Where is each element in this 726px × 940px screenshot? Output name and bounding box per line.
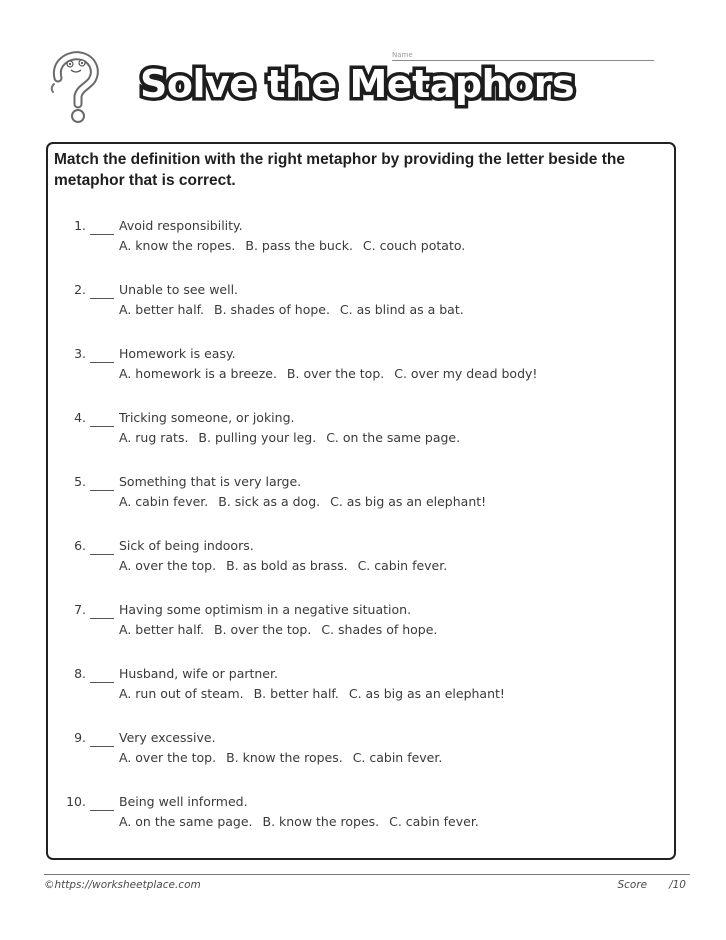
question-options xyxy=(119,238,465,253)
question-definition: Homework is easy. xyxy=(119,346,236,361)
question-definition: Tricking someone, or joking. xyxy=(119,410,295,425)
footer-divider xyxy=(44,874,690,875)
worksheet-box xyxy=(46,142,676,860)
question-item xyxy=(48,346,668,396)
question-options xyxy=(119,494,486,509)
option-c: C. cabin fever. xyxy=(357,558,448,573)
question-definition: Unable to see well. xyxy=(119,282,239,297)
footer-copyright-url: ©https://worksheetplace.com xyxy=(44,879,201,891)
answer-blank[interactable] xyxy=(90,426,114,427)
answer-blank[interactable] xyxy=(90,682,114,683)
question-item xyxy=(48,730,668,780)
option-b: B. over the top. xyxy=(286,366,385,381)
option-a: A. on the same page. xyxy=(119,814,253,829)
option-c: C. cabin fever. xyxy=(389,814,479,829)
option-b: B. pulling your leg. xyxy=(198,430,317,445)
answer-blank[interactable] xyxy=(90,490,114,491)
question-number: 8. xyxy=(74,666,86,681)
instructions: Match the definition with the right metaphor by providing the letter beside the metaphor that is correct. xyxy=(54,151,625,189)
option-a: A. know the ropes. xyxy=(119,238,236,253)
option-a: A. homework is a breeze. xyxy=(119,366,277,381)
name-label: Name xyxy=(392,51,413,59)
question-options xyxy=(119,622,437,637)
question-number: 4. xyxy=(74,410,86,425)
question-definition: Sick of being indoors. xyxy=(119,538,254,553)
question-item xyxy=(48,282,668,332)
option-c: C. cabin fever. xyxy=(352,750,443,765)
option-b: B. over the top. xyxy=(214,622,312,637)
option-c: C. over my dead body! xyxy=(394,366,538,381)
option-b: B. better half. xyxy=(253,686,339,701)
question-number: 9. xyxy=(74,730,86,745)
answer-blank[interactable] xyxy=(90,746,114,747)
question-item xyxy=(48,794,668,844)
option-c: C. shades of hope. xyxy=(321,622,438,637)
score-field[interactable] xyxy=(617,879,686,891)
question-definition: Very excessive. xyxy=(119,730,216,745)
question-item xyxy=(48,474,668,524)
name-field-line[interactable] xyxy=(392,46,654,61)
option-c: C. as big as an elephant! xyxy=(348,686,505,701)
question-number: 2. xyxy=(74,282,86,297)
question-number: 6. xyxy=(74,538,86,553)
question-number: 7. xyxy=(74,602,86,617)
answer-blank[interactable] xyxy=(90,618,114,619)
question-item xyxy=(48,666,668,716)
answer-blank[interactable] xyxy=(90,298,114,299)
answer-blank[interactable] xyxy=(90,810,114,811)
question-number: 10. xyxy=(66,794,86,809)
option-b: B. know the ropes. xyxy=(262,814,380,829)
question-item xyxy=(48,410,668,460)
question-options xyxy=(119,686,505,701)
option-c: C. as big as an elephant! xyxy=(330,494,487,509)
question-number: 5. xyxy=(74,474,86,489)
question-item xyxy=(48,218,668,268)
answer-blank[interactable] xyxy=(90,362,114,363)
option-c: C. on the same page. xyxy=(326,430,461,445)
question-mark-mascot-icon xyxy=(44,48,104,128)
score-label: Score xyxy=(617,879,648,891)
question-definition: Avoid responsibility. xyxy=(119,218,243,233)
question-number: 3. xyxy=(74,346,86,361)
answer-blank[interactable] xyxy=(90,234,114,235)
option-a: A. rug rats. xyxy=(119,430,189,445)
option-a: A. better half. xyxy=(119,622,205,637)
option-a: A. cabin fever. xyxy=(119,494,209,509)
option-b: B. shades of hope. xyxy=(214,302,330,317)
option-a: A. better half. xyxy=(119,302,205,317)
page-title: Solve the Metaphors xyxy=(140,62,575,106)
question-definition: Being well informed. xyxy=(119,794,248,809)
question-options xyxy=(119,750,442,765)
option-b: B. sick as a dog. xyxy=(218,494,321,509)
option-b: B. pass the buck. xyxy=(245,238,353,253)
option-a: A. run out of steam. xyxy=(119,686,244,701)
option-b: B. know the ropes. xyxy=(226,750,343,765)
question-options xyxy=(119,558,447,573)
question-options xyxy=(119,814,479,829)
question-options xyxy=(119,302,464,317)
question-options xyxy=(119,430,460,445)
option-a: A. over the top. xyxy=(119,750,217,765)
question-definition: Husband, wife or partner. xyxy=(119,666,278,681)
question-item xyxy=(48,602,668,652)
question-definition: Having some optimism in a negative situation. xyxy=(119,602,412,617)
answer-blank[interactable] xyxy=(90,554,114,555)
question-definition: Something that is very large. xyxy=(119,474,302,489)
option-a: A. over the top. xyxy=(119,558,217,573)
option-c: C. couch potato. xyxy=(362,238,466,253)
question-number: 1. xyxy=(74,218,86,233)
option-c: C. as blind as a bat. xyxy=(339,302,464,317)
question-options xyxy=(119,366,537,381)
question-item xyxy=(48,538,668,588)
score-total: /10 xyxy=(669,879,686,891)
option-b: B. as bold as brass. xyxy=(226,558,348,573)
